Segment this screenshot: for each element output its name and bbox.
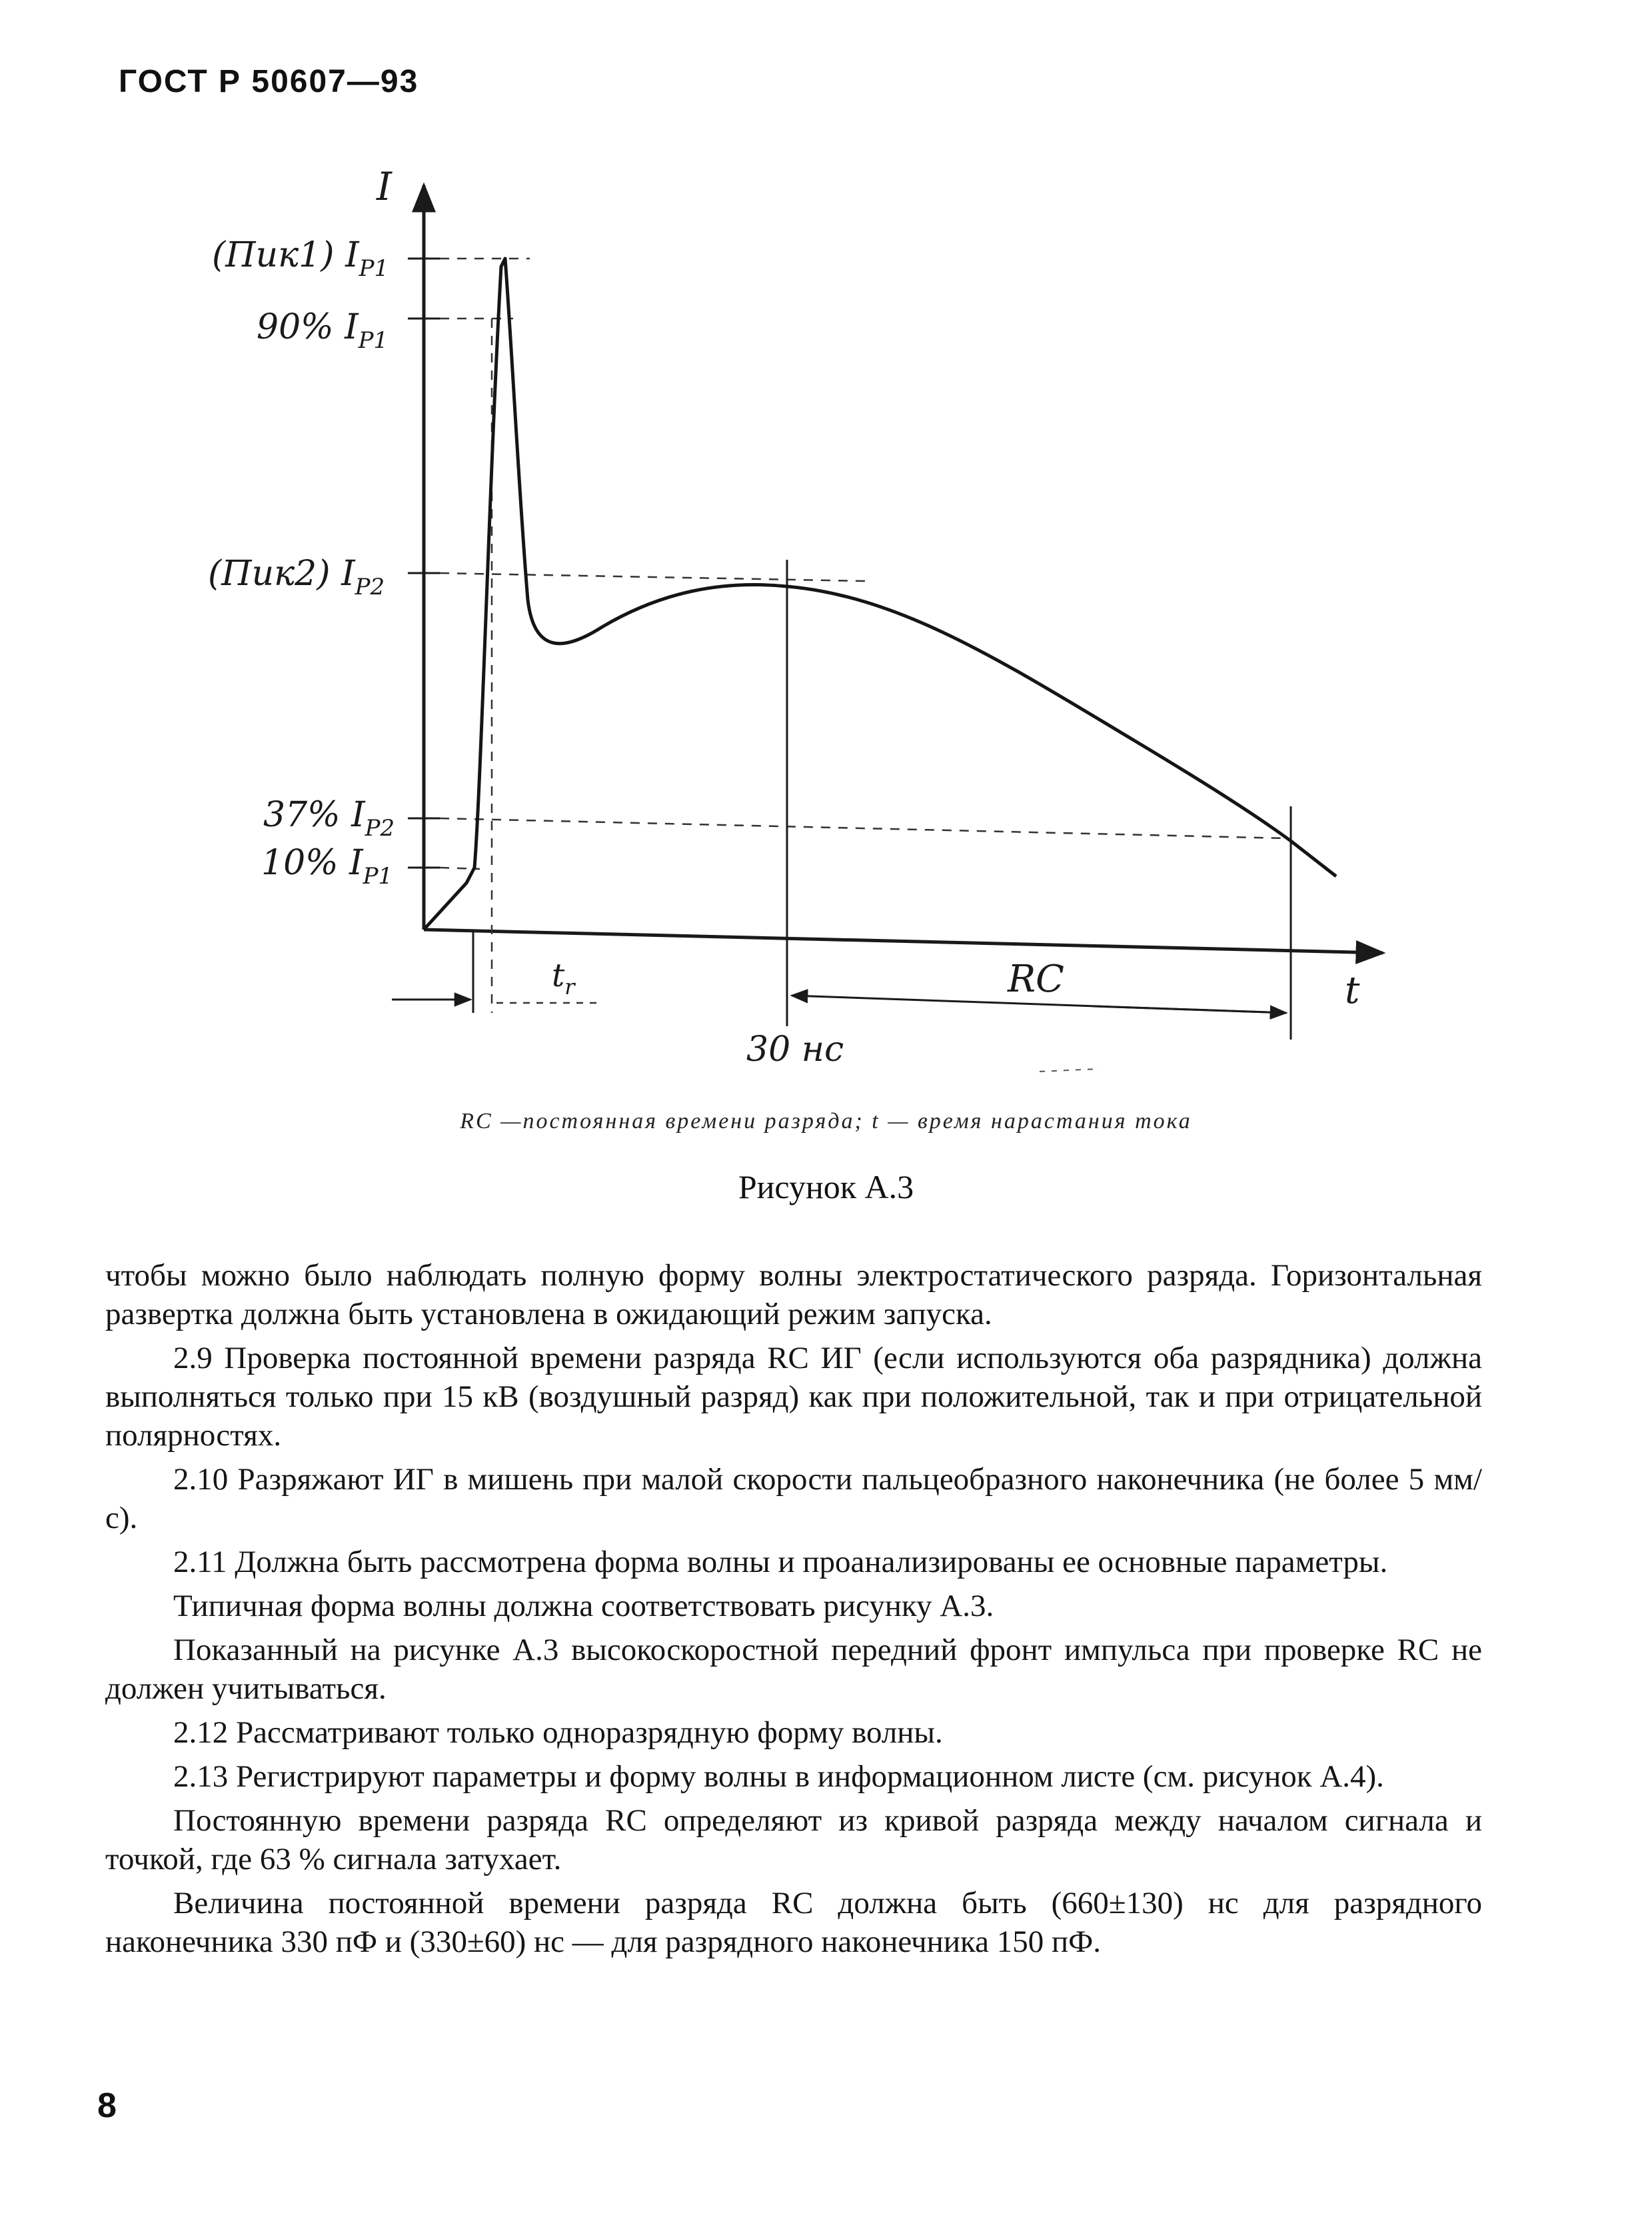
y-axis-label: I <box>377 164 392 209</box>
standard-header: ГОСТ Р 50607—93 <box>119 64 419 99</box>
paragraph: 2.13 Регистрируют параметры и форму волны в информационном листе (см. рисунок А.4). <box>173 1759 1384 1794</box>
reference-lines <box>440 259 1286 1013</box>
x-axis <box>424 930 1383 953</box>
page-number: 8 <box>97 2086 117 2125</box>
waveform-figure <box>0 0 1652 1100</box>
figure-caption: RC —постоянная времени разряда; t — время нарастания тока <box>460 1109 1192 1133</box>
paragraph: Постоянную времени разряда RC определяют из кривой разряда между началом сигнала и точкой, где 63 % сигнала затухает. <box>105 1803 1482 1876</box>
label-peak2: (Пик2) $I_{P2}$ <box>208 554 385 600</box>
x-axis-label: t <box>1345 969 1360 1012</box>
paragraph: чтобы можно было наблюдать полную форму волны электростатического разряда. Горизонтальная развертка должна быть установлена в ожидающий режим запуска. <box>105 1258 1482 1331</box>
paragraph: Показанный на рисунке А.3 высокоскоростной передний фронт импульса при проверке RC не должен учитываться. <box>105 1633 1482 1706</box>
paragraph: 2.10 Разряжают ИГ в мишень при малой скорости пальцеобразного наконечника (не более 5 мм/с). <box>105 1462 1482 1535</box>
paragraph: 2.11 Должна быть рассмотрена форма волны и проанализированы ее основные параметры. <box>173 1545 1388 1579</box>
label-peak1: (Пик1) $I_{P1}$ <box>212 235 389 282</box>
label-37-percent: 37% $I_{P2}$ <box>263 795 395 842</box>
label-rc: RC <box>1008 958 1065 1001</box>
paragraph: 2.9 Проверка постоянной времени разряда RC ИГ (если используются оба разрядника) должна выполняться только при 15 кВ (воздушный разряд) как при положительной, так и при отрицательной полярностях. <box>105 1341 1482 1453</box>
label-10-percent: 10% $I_{P1}$ <box>261 843 393 890</box>
body-text <box>105 1256 1482 1966</box>
scan-dash <box>1040 1069 1100 1072</box>
figure-title: Рисунок А.3 <box>738 1168 914 1205</box>
label-90-percent: 90% $I_{P1}$ <box>257 307 389 354</box>
label-tr: $t_r$ <box>552 957 575 1000</box>
rc-arrow-right <box>1093 1006 1286 1013</box>
label-30ns: 30 нс <box>746 1030 844 1070</box>
paragraph: Величина постоянной времени разряда RC должна быть (660±130) нс для разрядного наконечника 330 пФ и (330±60) нс — для разрядного наконечника 150 пФ. <box>105 1886 1482 1959</box>
paragraph: Типичная форма волны должна соответствовать рисунку А.3. <box>173 1589 994 1623</box>
paragraph: 2.12 Рассматривают только одноразрядную форму волны. <box>173 1715 943 1750</box>
